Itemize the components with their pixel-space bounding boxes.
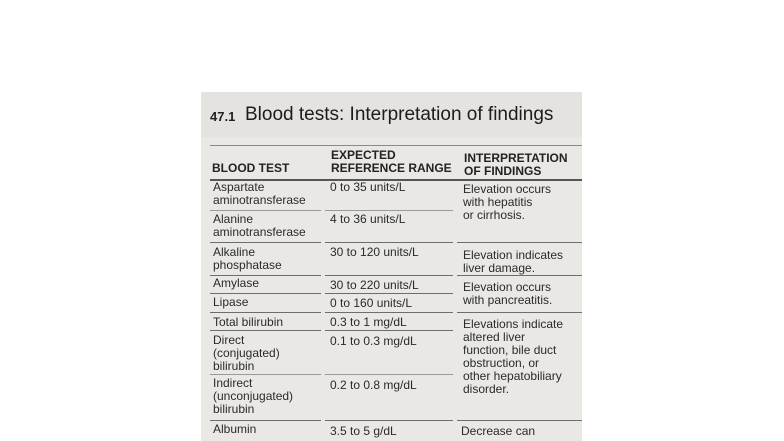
table-title: Blood tests: Interpretation of findings xyxy=(245,104,554,125)
row-rule xyxy=(325,420,453,421)
range-albumin: 3.5 to 5 g/dL xyxy=(330,424,397,438)
range-amylase: 30 to 220 units/L xyxy=(330,278,419,292)
range-direct-bilirubin: 0.1 to 0.3 mg/dL xyxy=(330,334,417,348)
row-rule xyxy=(210,312,321,313)
interp-albumin: Decrease can xyxy=(461,424,536,438)
test-direct-bilirubin: Direct (conjugated) bilirubin xyxy=(213,333,280,373)
test-ast: Aspartate aminotransferase xyxy=(213,180,306,207)
test-albumin: Albumin xyxy=(213,422,257,436)
row-rule xyxy=(325,374,453,375)
header-interpretation: INTERPRETATION OF FINDINGS xyxy=(464,151,568,178)
row-rule xyxy=(210,242,321,243)
range-ast: 0 to 35 units/L xyxy=(330,180,406,194)
test-alt: Alanine aminotransferase xyxy=(213,212,306,239)
row-rule xyxy=(210,330,321,331)
table-number: 47.1 xyxy=(210,109,236,124)
row-rule xyxy=(210,210,321,211)
interp-liver-enzymes: Elevation occurs with hepatitis or cirrhosis. xyxy=(463,182,552,222)
interp-rule xyxy=(457,312,582,313)
range-indirect-bilirubin: 0.2 to 0.8 mg/dL xyxy=(330,378,417,392)
row-rule xyxy=(325,210,453,211)
test-alp: Alkaline phosphatase xyxy=(213,245,282,272)
row-rule xyxy=(210,293,321,294)
row-rule xyxy=(210,420,321,421)
interp-alp: Elevation indicates liver damage. xyxy=(463,248,564,275)
range-total-bilirubin: 0.3 to 1 mg/dL xyxy=(330,315,407,329)
test-total-bilirubin: Total bilirubin xyxy=(213,315,284,329)
test-amylase: Amylase xyxy=(213,276,260,290)
table-title-bar xyxy=(201,92,582,137)
interp-rule xyxy=(457,275,582,276)
interp-rule xyxy=(457,242,582,243)
header-top-rule xyxy=(210,145,582,146)
interp-bilirubin: Elevations indicate altered liver function, bile duct obstruction, or other hepatobiliary disorder. xyxy=(463,317,564,396)
row-rule xyxy=(210,275,321,276)
range-lipase: 0 to 160 units/L xyxy=(330,296,413,310)
row-rule xyxy=(325,312,453,313)
row-rule xyxy=(210,374,321,375)
row-rule xyxy=(325,330,453,331)
header-blood-test: BLOOD TEST xyxy=(212,161,290,175)
interp-pancreatic: Elevation occurs with pancreatitis. xyxy=(463,280,553,307)
test-lipase: Lipase xyxy=(213,295,249,309)
interp-rule xyxy=(457,420,582,421)
header-reference-range: EXPECTED REFERENCE RANGE xyxy=(331,148,452,175)
row-rule xyxy=(325,242,453,243)
range-alp: 30 to 120 units/L xyxy=(330,245,419,259)
textbook-page xyxy=(201,92,582,441)
test-indirect-bilirubin: Indirect (unconjugated) bilirubin xyxy=(213,376,294,416)
row-rule xyxy=(325,293,453,294)
row-rule xyxy=(325,275,453,276)
range-alt: 4 to 36 units/L xyxy=(330,212,406,226)
